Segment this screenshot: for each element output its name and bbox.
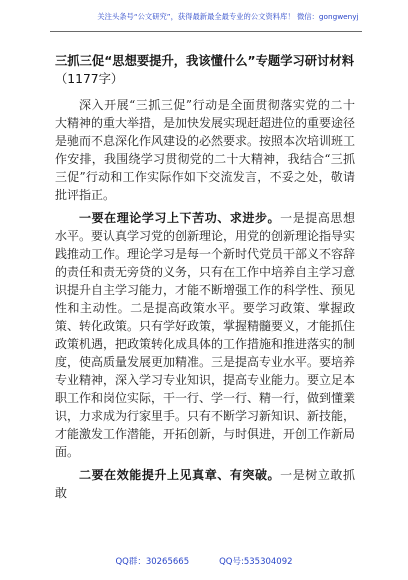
header-banner: 关注头条号“公文研究”，获得最新最全最专业的公文资料库！ 微信：gongwenyj	[97, 12, 359, 21]
intro-paragraph: 深入开展“三抓三促”行动是全面贯彻落实党的二十大精神的重大举措，是加快发展实现赶超进位的重要途径是驰而不息深化作风建设的必然要求。按照本次培训班工作安排，我围绕学习贯彻党的二十大精神，我结合“三抓三促”行动和工作实际作如下交流发言，不妥之处，敬请批评指正。	[55, 98, 356, 202]
document-title	[55, 52, 365, 88]
section-2-paragraph	[55, 466, 355, 502]
footer-contact	[0, 555, 408, 567]
section-2-heading: 二要在效能提升上见真章、有突破。	[79, 468, 281, 482]
section-1-text: 一是提高思想水平。要认真学习党的创新理论，用党的创新理论指导实践推动工作。理论学习是每一个新时代党员干部义不容辞的责任和责无旁贷的义务，只有在工作中培养自主学习意识提升自主学习能力，才能不断增强工作的科学性、预见性和主动性。二是提高政策水平。要学习政策、掌握政策、转化政策。只有学好政策，掌握精髓要义，才能抓住政策机遇，把政策转化成具体的工作措施和推进落实的制度，使高质量发展更加精准。三是提高专业水平。要培养专业精神，深入学习专业知识，提高专业能力。要立足本职工作和岗位实际，干一行、学一行、精一行，做到懂業识，力求成为行家里手。只有不断学习新知识、新技能，才能激发工作潜能，开拓创新，与时俱进，开创工作新局面。	[55, 211, 356, 459]
section-2-text: 一是树立敢抓敢	[55, 468, 355, 500]
header-divider	[50, 31, 362, 32]
word-count: （1177字）	[55, 72, 124, 86]
section-1-paragraph	[55, 209, 355, 461]
title-text: 三抓三促“思想要提升，我该懂什么”专题学习研讨材料	[55, 54, 354, 68]
section-1-heading: 一要在理论学习上下苦功、求进步。	[79, 211, 281, 225]
footer-qq: QQ号:535304092	[219, 557, 293, 567]
document-body	[55, 96, 355, 502]
footer-qq-group: QQ群：30265665	[115, 557, 190, 567]
